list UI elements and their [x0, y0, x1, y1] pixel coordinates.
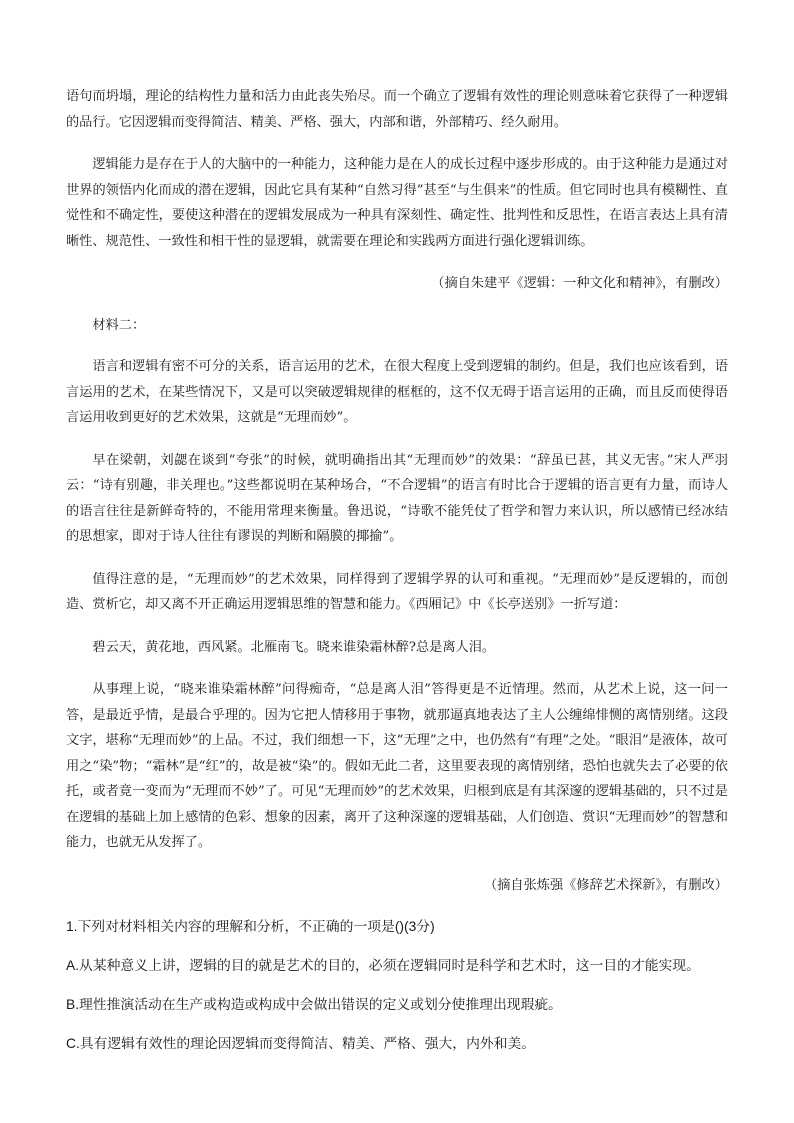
- material-two-label: 材料二：: [92, 317, 146, 333]
- material-two-paragraph-4: 从事理上说，“晓来谁染霜林醉”问得痴奇，“总是离人泪”答得更是不近情理。然而，从艺术上说，这一问一答，是最近乎情，是最合乎理的。因为它把人情移用于事物，就那逼真地表达了主人公缠绵悱恻的离情别绪。这段文字，堪称“无理而妙”的上品。不过，我们细想一下，这“无理”之中，也仍然有“有理”之处。“眼泪”是液体，故可用之“染”物；“霜林”是“红”的，故是被“染”的。假如无此二者，这里要表现的离情别绪，恐怕也就失去了必要的依托，或者竟一变而为“无理而不妙”了。可见“无理而妙”的艺术效果，归根到底是有其深邃的逻辑基础的，只不过是在逻辑的基础上加上感情的色彩、想象的因素，离开了这种深邃的逻辑基础，人们创造、赏识“无理而妙”的智慧和能力，也就无从发挥了。: [66, 682, 728, 850]
- material-two-paragraph-1: 语言和逻辑有密不可分的关系，语言运用的艺术，在很大程度上受到逻辑的制约。但是，我们也应该看到，语言运用的艺术，在某些情况下，又是可以突破逻辑规律的框框的，这不仅无碍于语言运用的正确，而且反而使得语言运用收到更好的艺术效果，这就是“无理而妙”。: [66, 359, 728, 425]
- material-two: [66, 313, 728, 899]
- material-one-paragraph-2: 逻辑能力是存在于人的大脑中的一种能力，这种能力是在人的成长过程中逐步形成的。由于这种能力是通过对世界的领悟内化而成的潜在逻辑，因此它具有某种“自然习得”甚至“与生俱来”的性质。但它同时也具有模糊性、直觉性和不确定性，要使这种潜在的逻辑发展成为一种具有深刻性、确定性、批判性和反思性，在语言表达上具有清晰性、规范性、一致性和相干性的显逻辑，就需要在理论和实践两方面进行强化逻辑训练。: [66, 157, 728, 249]
- option-b[interactable]: B.理性推演活动在生产或构造或构成中会做出错误的定义或划分使推理出现瑕疵。: [66, 997, 562, 1012]
- material-two-paragraph-2: 早在梁朝，刘勰在谈到“夸张”的时候，就明确指出其“无理而妙”的效果：“辞虽已甚，其义无害。”宋人严羽云：“诗有别趣，非关理也。”这些都说明在某种场合，“不合逻辑”的语言有时比合于逻辑的语言更有力量，而诗人的语言往往是新鲜奇特的，不能用常理来衡量。鲁迅说，“诗歌不能凭仗了哲学和智力来认识，所以感情已经冰结的思想家，即对于诗人往往有谬误的判断和隔膜的揶揄”。: [66, 452, 728, 544]
- poem-quote: 碧云天，黄花地，西风紧。北雁南飞。晓来谁染霜林醉?总是离人泪。: [92, 639, 496, 655]
- material-one: [66, 84, 728, 297]
- question-stem: 1.下列对材料相关内容的理解和分析，不正确的一项是()(3分): [66, 919, 435, 934]
- option-a[interactable]: A.从某种意义上讲，逻辑的目的就是艺术的目的，必须在逻辑同时是科学和艺术时，这一目的才能实现。: [66, 958, 700, 973]
- material-two-paragraph-3: 值得注意的是，“无理而妙”的艺术效果，同样得到了逻辑学界的认可和重视。“无理而妙”是反逻辑的，而创造、赏析它，却又离不开正确运用逻辑思维的智慧和能力。《西厢记》中《长亭送别》一折写道：: [66, 571, 728, 612]
- exam-page: [66, 84, 728, 1070]
- material-two-source: （摘自张炼强《修辞艺术探新》，有删改）: [484, 877, 728, 893]
- material-one-paragraph-1: 语句而坍塌，理论的结构性力量和活力由此丧失殆尽。而一个确立了逻辑有效性的理论则意味着它获得了一种逻辑的品行。它因逻辑而变得简洁、精美、严格、强大，内部和谐，外部精巧、经久耐用。: [66, 89, 728, 130]
- material-one-source: （摘自朱建平《逻辑：一种文化和精神》，有删改）: [431, 276, 728, 291]
- option-c[interactable]: C.具有逻辑有效性的理论因逻辑而变得简洁、精美、严格、强大，内外和美。: [66, 1036, 536, 1051]
- question-1: [66, 914, 728, 1056]
